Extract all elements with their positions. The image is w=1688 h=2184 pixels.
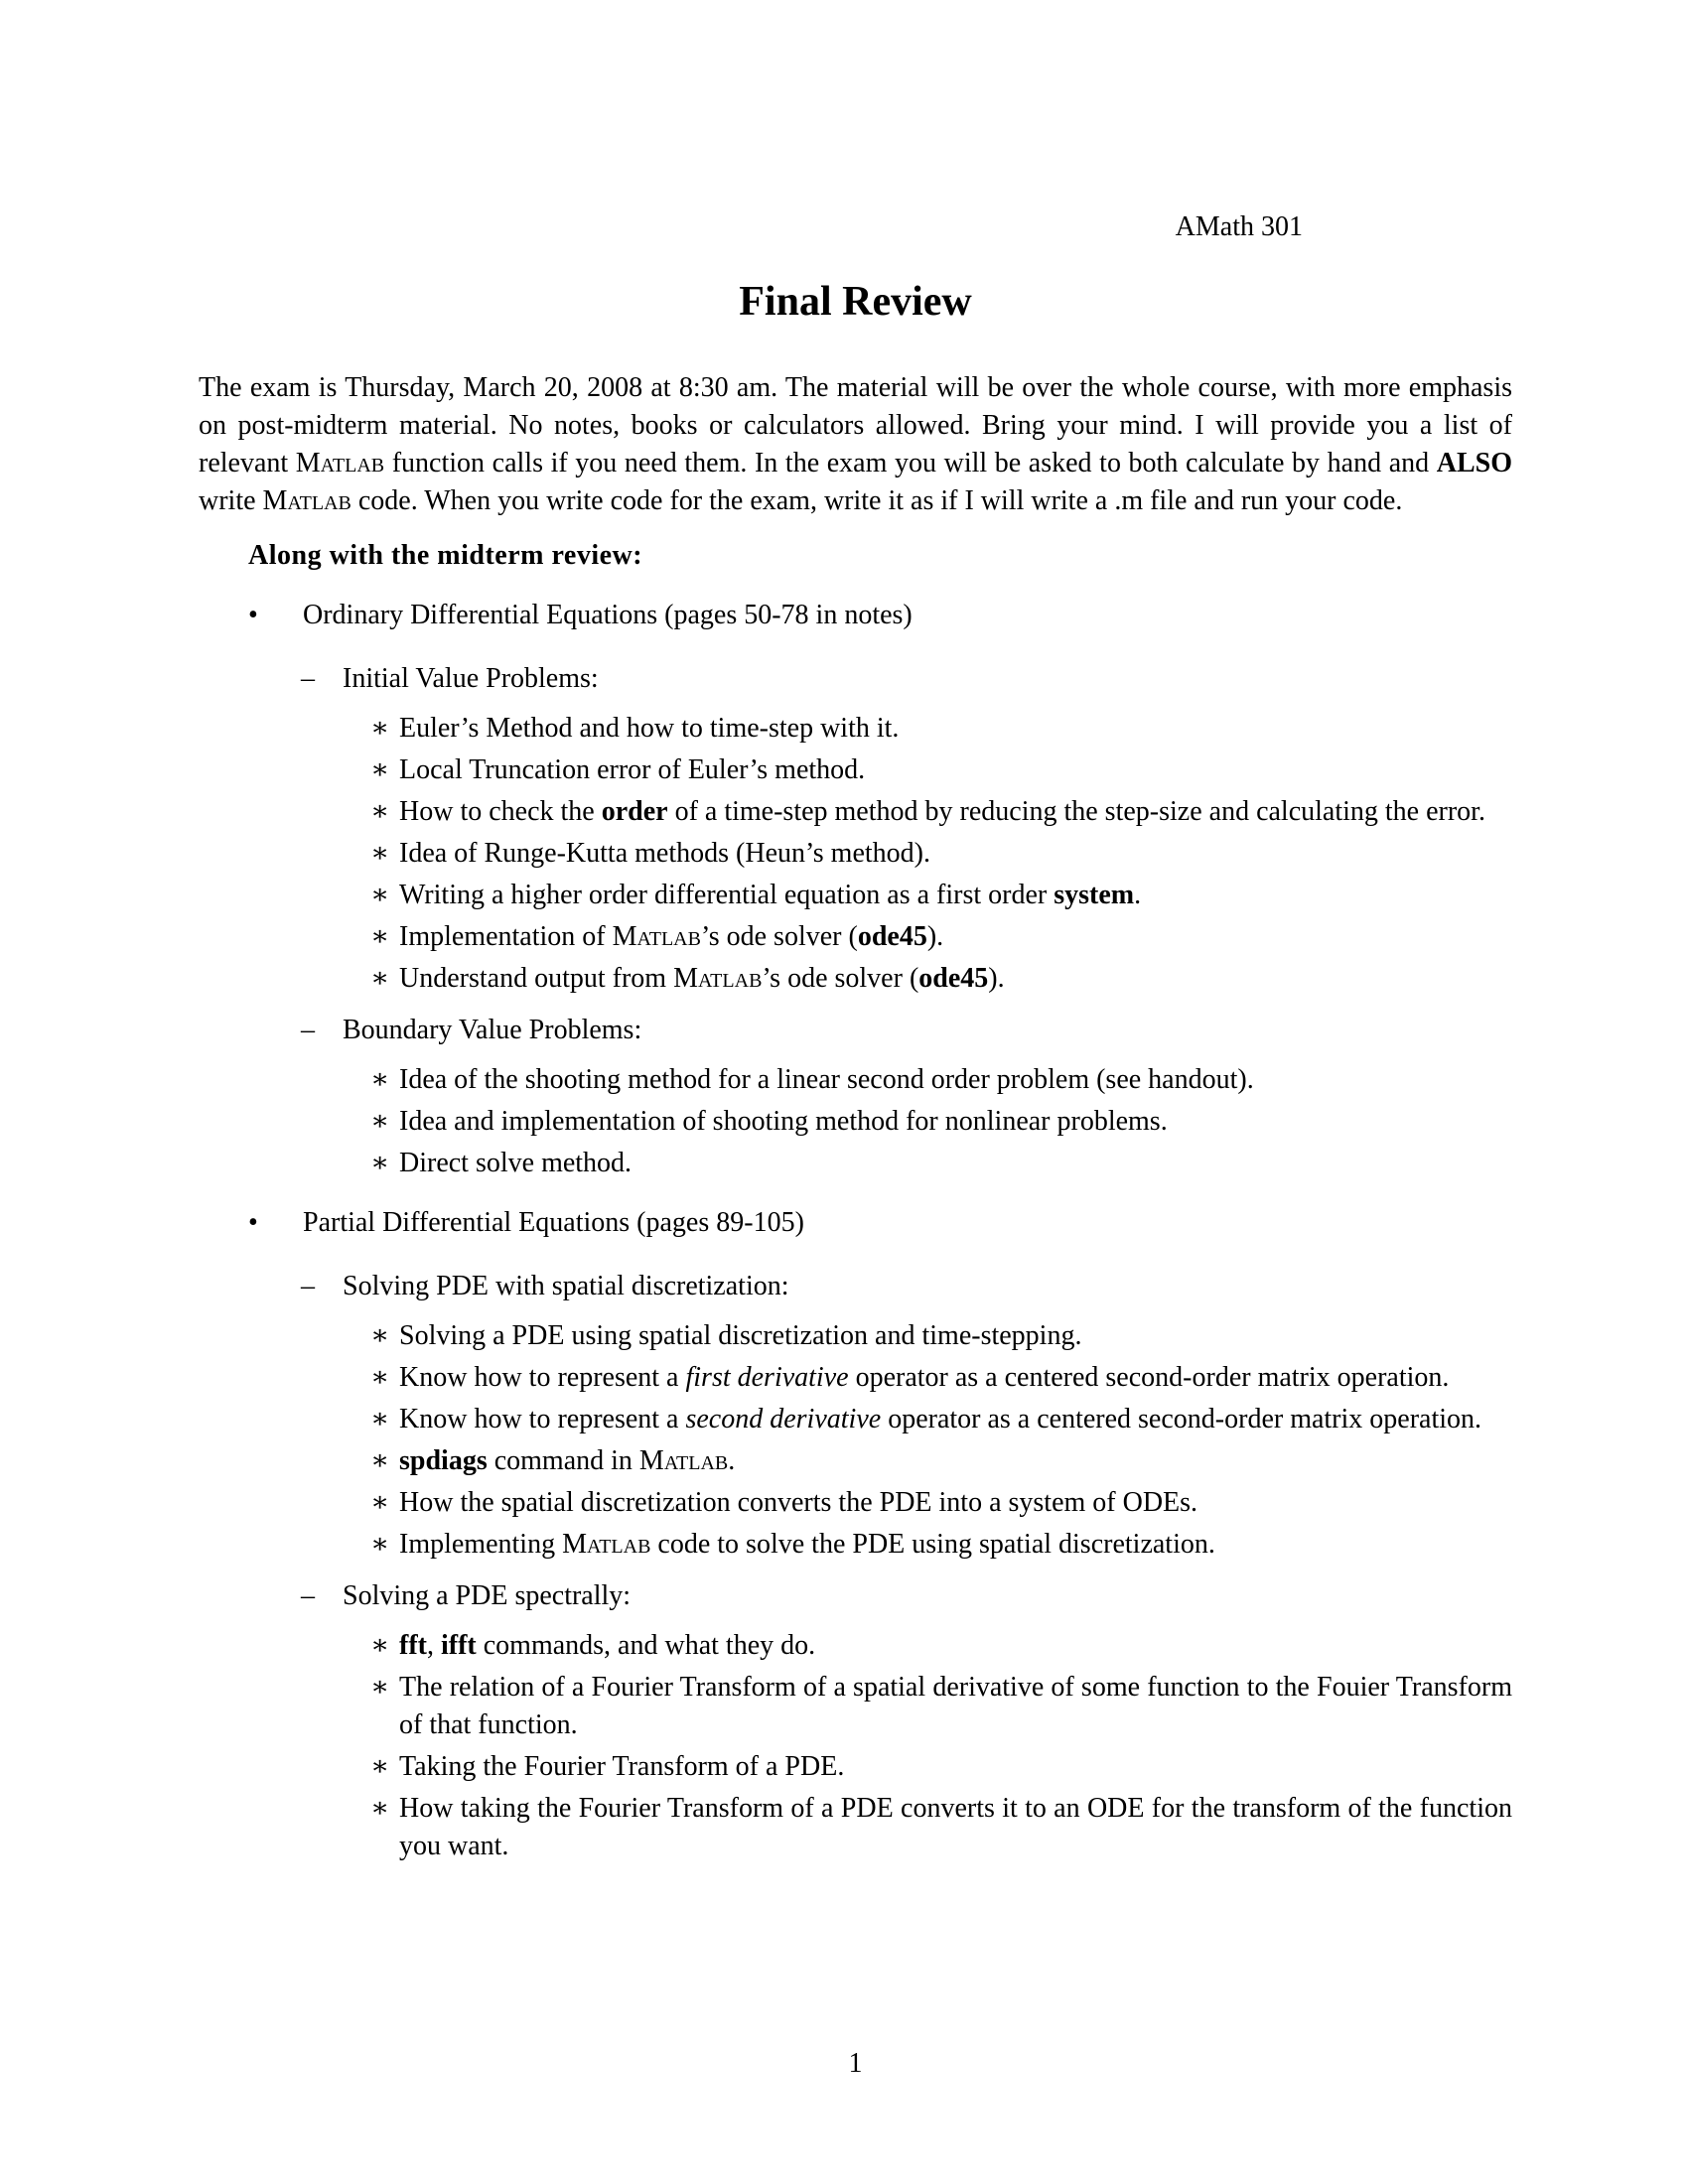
text-run: Solving a PDE using spatial discretization and time-stepping. (399, 1320, 1082, 1351)
list-item-l3 (199, 1359, 1512, 1397)
list-item-l1 (199, 1204, 1512, 1242)
item-text (399, 1317, 1512, 1355)
item-text (399, 1103, 1512, 1141)
text-run: Implementing (399, 1529, 563, 1560)
star-marker: ∗ (370, 1148, 390, 1178)
star-marker: ∗ (370, 1362, 390, 1393)
item-text (399, 1359, 1512, 1397)
text-run: system (1054, 880, 1135, 910)
item-text (343, 1577, 1512, 1615)
list-item-l3 (199, 1526, 1512, 1564)
page-title: Final Review (739, 279, 972, 325)
text-run: ode45 (857, 921, 927, 952)
list-item-l3 (199, 793, 1512, 831)
list-item-l3 (199, 1669, 1512, 1744)
star-marker: ∗ (370, 1064, 390, 1095)
text-run: . (728, 1445, 736, 1476)
star-marker: ∗ (370, 754, 390, 785)
star-marker: ∗ (370, 1630, 390, 1661)
list-item-l2 (199, 1577, 1512, 1615)
list-item-l3 (199, 1627, 1512, 1665)
item-text (399, 960, 1512, 998)
item-text (399, 1790, 1512, 1865)
star-marker: ∗ (370, 1487, 390, 1518)
item-text (343, 660, 1512, 698)
sublist (199, 1317, 1512, 1564)
intro-paragraph (199, 369, 1512, 520)
item-text (399, 1748, 1512, 1786)
bullet-marker: • (248, 1207, 258, 1238)
star-marker: ∗ (370, 1404, 390, 1434)
text-run: , (426, 1630, 441, 1661)
item-text (399, 1442, 1512, 1480)
text-run: Direct solve method. (399, 1148, 633, 1178)
text-run: Matlab (673, 963, 763, 994)
list-item-l3 (199, 960, 1512, 998)
item-text (303, 597, 1512, 634)
text-run: Idea of Runge-Kutta methods (Heun’s method). (399, 838, 930, 869)
text-run: Solving a PDE spectrally: (343, 1580, 632, 1611)
dash-marker: – (301, 1015, 315, 1045)
text-run: second derivative (685, 1404, 882, 1434)
star-marker: ∗ (370, 963, 390, 994)
text-run: command in (487, 1445, 639, 1476)
text-run: Writing a higher order differential equation as a first order (399, 880, 1055, 910)
dash-marker: – (301, 663, 315, 694)
star-marker: ∗ (370, 1106, 390, 1137)
item-text (343, 1012, 1512, 1049)
text-run: Matlab (562, 1529, 651, 1560)
item-text (399, 1627, 1512, 1665)
text-run: Understand output from (399, 963, 674, 994)
sublist (199, 1061, 1512, 1182)
item-text (343, 1268, 1512, 1305)
text-run: ALSO (1436, 448, 1512, 478)
text-run: Matlab (612, 921, 701, 952)
star-marker: ∗ (370, 1529, 390, 1560)
list-item-l1 (199, 597, 1512, 634)
text-run: Matlab (262, 485, 352, 516)
text-run: Local Truncation error of Euler’s method. (399, 754, 866, 785)
text-run: ). (926, 921, 944, 952)
item-text (399, 1145, 1512, 1182)
list-item-l2 (199, 660, 1512, 698)
text-run: Implementation of (399, 921, 613, 952)
text-run: Euler’s Method and how to time-step with it. (399, 713, 900, 744)
text-run: ’s ode solver ( (762, 963, 919, 994)
list-item-l3 (199, 877, 1512, 914)
dash-marker: – (301, 1580, 315, 1611)
outline-list (199, 597, 1512, 1865)
item-text (399, 1484, 1512, 1522)
item-text (399, 835, 1512, 873)
item-text (399, 710, 1512, 748)
text-run: Know how to represent a (399, 1404, 686, 1434)
text-run: Initial Value Problems: (343, 663, 599, 694)
text-run: The relation of a Fourier Transform of a spatial derivative of some function to the Fouier Transform of that function. (399, 1672, 1512, 1740)
text-run: operator as a centered second-order matrix operation. (881, 1404, 1482, 1434)
star-marker: ∗ (370, 838, 390, 869)
text-run: first derivative (685, 1362, 849, 1393)
sublist (199, 1268, 1512, 1865)
item-text (399, 1669, 1512, 1744)
text-run: code. When you write code for the exam, write it as if I will write a .m file and run your code. (351, 485, 1403, 516)
dash-marker: – (301, 1271, 315, 1301)
star-marker: ∗ (370, 1320, 390, 1351)
star-marker: ∗ (370, 880, 390, 910)
text-run: order (601, 796, 668, 827)
text-run: ). (988, 963, 1005, 994)
list-item-l3 (199, 1790, 1512, 1865)
star-marker: ∗ (370, 1445, 390, 1476)
text-run: Partial Differential Equations (pages 89-105) (303, 1207, 804, 1238)
text-run: Matlab (295, 448, 385, 478)
page-number: 1 (848, 2048, 863, 2079)
text-run: write (199, 485, 263, 516)
star-marker: ∗ (370, 1751, 390, 1782)
list-item-l3 (199, 1484, 1512, 1522)
text-run: commands, and what they do. (476, 1630, 816, 1661)
item-text (399, 1061, 1512, 1099)
list-item-l3 (199, 1145, 1512, 1182)
star-marker: ∗ (370, 1672, 390, 1703)
star-marker: ∗ (370, 1793, 390, 1824)
list-item-l2 (199, 1012, 1512, 1049)
outline-heading: Along with the midterm review: (248, 540, 643, 571)
sublist (199, 660, 1512, 1182)
list-item-l3 (199, 1401, 1512, 1438)
text-run: ’s ode solver ( (700, 921, 858, 952)
list-item-l3 (199, 918, 1512, 956)
list-item-l3 (199, 1748, 1512, 1786)
star-marker: ∗ (370, 796, 390, 827)
item-text (303, 1204, 1512, 1242)
text-run: How taking the Fourier Transform of a PDE converts it to an ODE for the transform of the function you want. (399, 1793, 1512, 1861)
text-run: Idea and implementation of shooting method for nonlinear problems. (399, 1106, 1168, 1137)
star-marker: ∗ (370, 713, 390, 744)
item-text (399, 1401, 1512, 1438)
item-text (399, 751, 1512, 789)
list-item-l3 (199, 1061, 1512, 1099)
text-run: Ordinary Differential Equations (pages 50-78 in notes) (303, 600, 913, 630)
text-run: of a time-step method by reducing the step-size and calculating the error. (667, 796, 1485, 827)
text-run: Matlab (638, 1445, 729, 1476)
bullet-marker: • (248, 600, 258, 630)
text-run: function calls if you need them. In the exam you will be asked to both calculate by hand and (384, 448, 1437, 478)
item-text (399, 877, 1512, 914)
list-item-l3 (199, 1442, 1512, 1480)
item-text (399, 793, 1512, 831)
sublist (199, 710, 1512, 998)
list-item-l3 (199, 751, 1512, 789)
text-run: How the spatial discretization converts the PDE into a system of ODEs. (399, 1487, 1198, 1518)
list-item-l2 (199, 1268, 1512, 1305)
list-item-l3 (199, 710, 1512, 748)
item-text (399, 918, 1512, 956)
text-run: Know how to represent a (399, 1362, 686, 1393)
text-run: Idea of the shooting method for a linear second order problem (see handout). (399, 1064, 1254, 1095)
text-run: ifft (440, 1630, 477, 1661)
text-run: Taking the Fourier Transform of a PDE. (399, 1751, 845, 1782)
sublist (199, 1627, 1512, 1865)
text-run: . (1134, 880, 1142, 910)
item-text (399, 1526, 1512, 1564)
course-header: AMath 301 (1175, 211, 1303, 242)
text-run: code to solve the PDE using spatial discretization. (650, 1529, 1215, 1560)
text-run: Solving PDE with spatial discretization: (343, 1271, 789, 1301)
list-item-l3 (199, 835, 1512, 873)
text-run: spdiags (399, 1445, 488, 1476)
text-run: operator as a centered second-order matrix operation. (848, 1362, 1450, 1393)
star-marker: ∗ (370, 921, 390, 952)
text-run: fft (399, 1630, 427, 1661)
text-run: The exam is Thursday, March 20, 2008 at 8:30 am. The material will be over the whole course, with more emphasis on post-midterm material. No notes, books or calculators allowed. Bring your mind. I will provide you a list of relevant (199, 372, 1512, 478)
list-item-l3 (199, 1103, 1512, 1141)
text-run: Boundary Value Problems: (343, 1015, 642, 1045)
text-run: ode45 (918, 963, 989, 994)
list-item-l3 (199, 1317, 1512, 1355)
text-run: How to check the (399, 796, 602, 827)
